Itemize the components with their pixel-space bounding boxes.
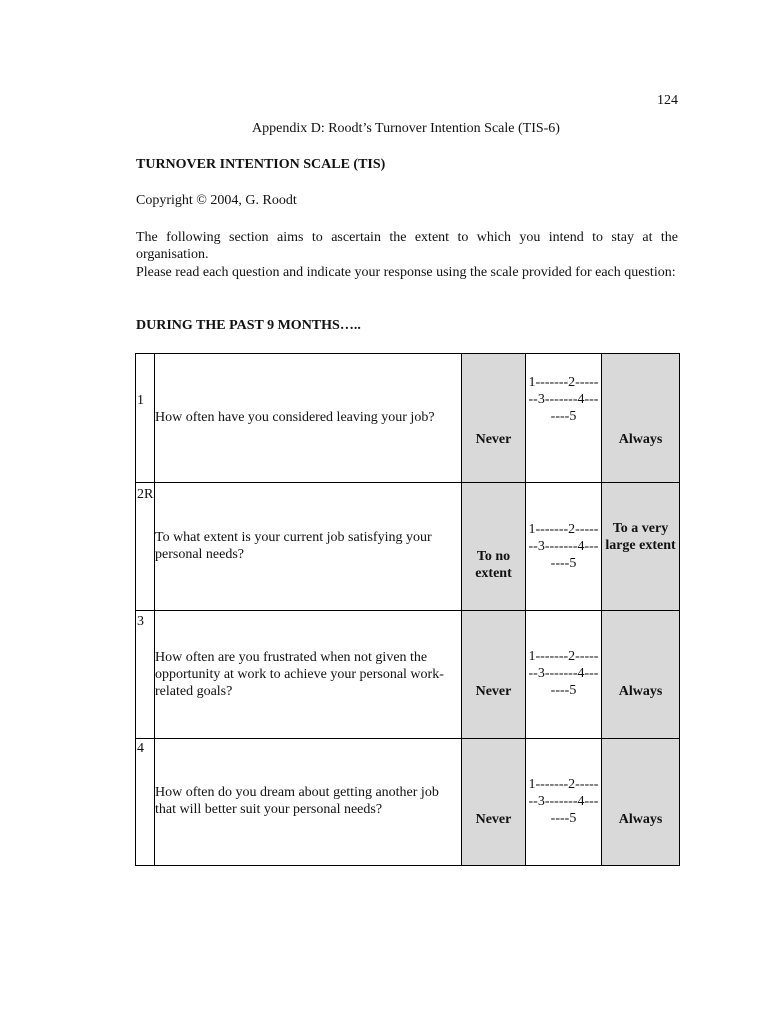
scale-title: TURNOVER INTENTION SCALE (TIS) <box>136 157 386 172</box>
turnover-scale-table <box>135 353 680 866</box>
item-number-cell <box>136 483 155 611</box>
item-number-cell <box>136 739 155 866</box>
item-number: 1 <box>137 393 144 408</box>
question-cell <box>155 611 462 739</box>
table-row <box>136 483 680 611</box>
table-row <box>136 739 680 866</box>
high-anchor-label: Always <box>618 432 663 447</box>
low-anchor-cell <box>462 354 526 483</box>
low-anchor-label: Never <box>475 432 512 447</box>
copyright-line: Copyright © 2004, G. Roodt <box>136 193 297 208</box>
high-anchor-cell <box>602 483 680 611</box>
appendix-title: Appendix D: Roodt’s Turnover Intention Scale (TIS-6) <box>252 121 560 136</box>
rating-scale-cell[interactable] <box>526 739 602 866</box>
rating-scale[interactable]: 1-------2-------3-------4-------5 <box>528 375 599 424</box>
question-cell <box>155 739 462 866</box>
low-anchor-cell <box>462 739 526 866</box>
rating-scale[interactable]: 1-------2-------3-------4-------5 <box>528 522 599 571</box>
low-anchor-label: To no extent <box>475 549 512 581</box>
question-text: How often are you frustrated when not given the opportunity at work to achieve your personal work-related goals? <box>155 650 444 699</box>
question-text: How often do you dream about getting another job that will better suit your personal needs? <box>155 785 439 817</box>
item-number-cell <box>136 611 155 739</box>
rating-scale-cell[interactable] <box>526 354 602 483</box>
intro-paragraph-1: The following section aims to ascertain the extent to which you intend to stay at the organisation. <box>136 230 678 262</box>
rating-scale[interactable]: 1-------2-------3-------4-------5 <box>528 649 599 698</box>
item-number: 3 <box>137 614 144 629</box>
page-number: 124 <box>657 93 678 108</box>
question-text: How often have you considered leaving your job? <box>155 410 435 425</box>
question-cell <box>155 354 462 483</box>
low-anchor-cell <box>462 611 526 739</box>
high-anchor-label: Always <box>618 684 663 699</box>
high-anchor-cell <box>602 611 680 739</box>
rating-scale[interactable]: 1-------2-------3-------4-------5 <box>528 777 599 826</box>
rating-scale-cell[interactable] <box>526 611 602 739</box>
low-anchor-label: Never <box>475 684 512 699</box>
item-number-cell <box>136 354 155 483</box>
period-heading: DURING THE PAST 9 MONTHS….. <box>136 318 361 333</box>
intro-paragraph-2: Please read each question and indicate your response using the scale provided for each question: <box>136 265 676 280</box>
rating-scale-cell[interactable] <box>526 483 602 611</box>
item-number: 2R <box>137 487 154 502</box>
high-anchor-label: Always <box>618 812 663 827</box>
question-text: To what extent is your current job satisfying your personal needs? <box>155 530 432 562</box>
table-row <box>136 611 680 739</box>
question-cell <box>155 483 462 611</box>
high-anchor-cell <box>602 739 680 866</box>
table-row <box>136 354 680 483</box>
high-anchor-cell <box>602 354 680 483</box>
high-anchor-label: To a very large extent <box>605 521 676 553</box>
low-anchor-label: Never <box>475 812 512 827</box>
low-anchor-cell <box>462 483 526 611</box>
item-number: 4 <box>137 741 144 756</box>
